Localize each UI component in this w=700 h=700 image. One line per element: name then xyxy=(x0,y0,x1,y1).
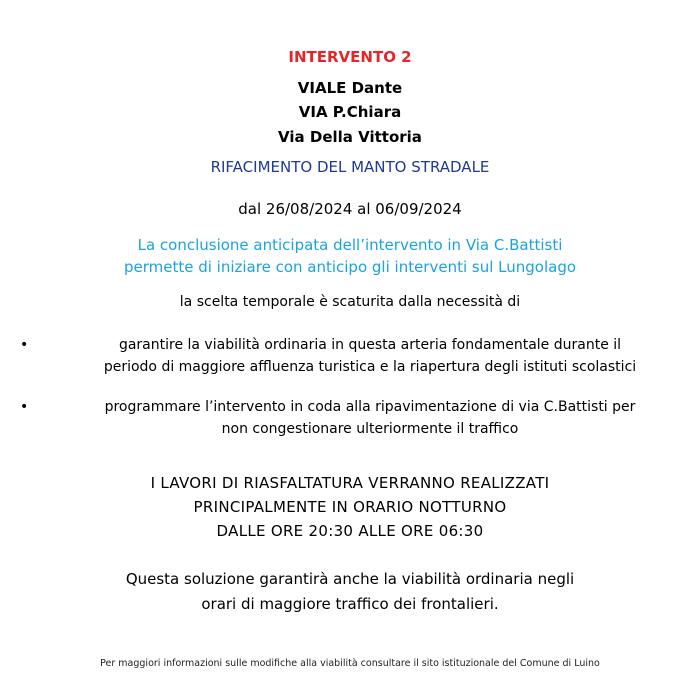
closing-note-line: Questa soluzione garantirà anche la viabilità ordinaria negli xyxy=(125,570,575,588)
bullet-text xyxy=(45,396,695,440)
street-name: VIA P.Chiara xyxy=(298,103,402,121)
works-notice-line: I LAVORI DI RIASFALTATURA VERRANNO REALIZZATI xyxy=(150,474,550,492)
bullet-text-line: non congestionare ulteriormente il traffico xyxy=(221,421,519,437)
bullet-text xyxy=(45,334,695,378)
closing-note-line: orari di maggiore traffico dei frontalieri. xyxy=(201,595,499,613)
bullet-text-line: programmare l’intervento in coda alla ripavimentazione di via C.Battisti per xyxy=(104,399,636,415)
highlight-text-line: permette di iniziare con anticipo gli interventi sul Lungolago xyxy=(123,258,577,276)
works-schedule-line: DALLE ORE 20:30 ALLE ORE 06:30 xyxy=(216,522,484,540)
bullet-icon: • xyxy=(20,399,29,415)
street-name: VIALE Dante xyxy=(297,79,403,97)
date-range: dal 26/08/2024 al 06/09/2024 xyxy=(238,200,462,218)
bullet-text-line: garantire la viabilità ordinaria in questa arteria fondamentale durante il xyxy=(118,337,622,353)
highlight-text-line: La conclusione anticipata dell’intervento in Via C.Battisti xyxy=(137,236,563,254)
footer-info: Per maggiori informazioni sulle modifiche alla viabilità consultare il sito istituzionale del Comune di Luino xyxy=(100,658,600,669)
street-name: Via Della Vittoria xyxy=(278,128,422,146)
intro-text: la scelta temporale è scaturita dalla necessità di xyxy=(179,294,521,310)
intervention-title: INTERVENTO 2 xyxy=(288,48,412,66)
bullet-icon: • xyxy=(20,337,29,353)
bullet-text-line: periodo di maggiore affluenza turistica e la riapertura degli istituti scolastici xyxy=(103,359,637,375)
work-type-subtitle: RIFACIMENTO DEL MANTO STRADALE xyxy=(210,158,490,176)
works-notice-line: PRINCIPALMENTE IN ORARIO NOTTURNO xyxy=(193,498,507,516)
